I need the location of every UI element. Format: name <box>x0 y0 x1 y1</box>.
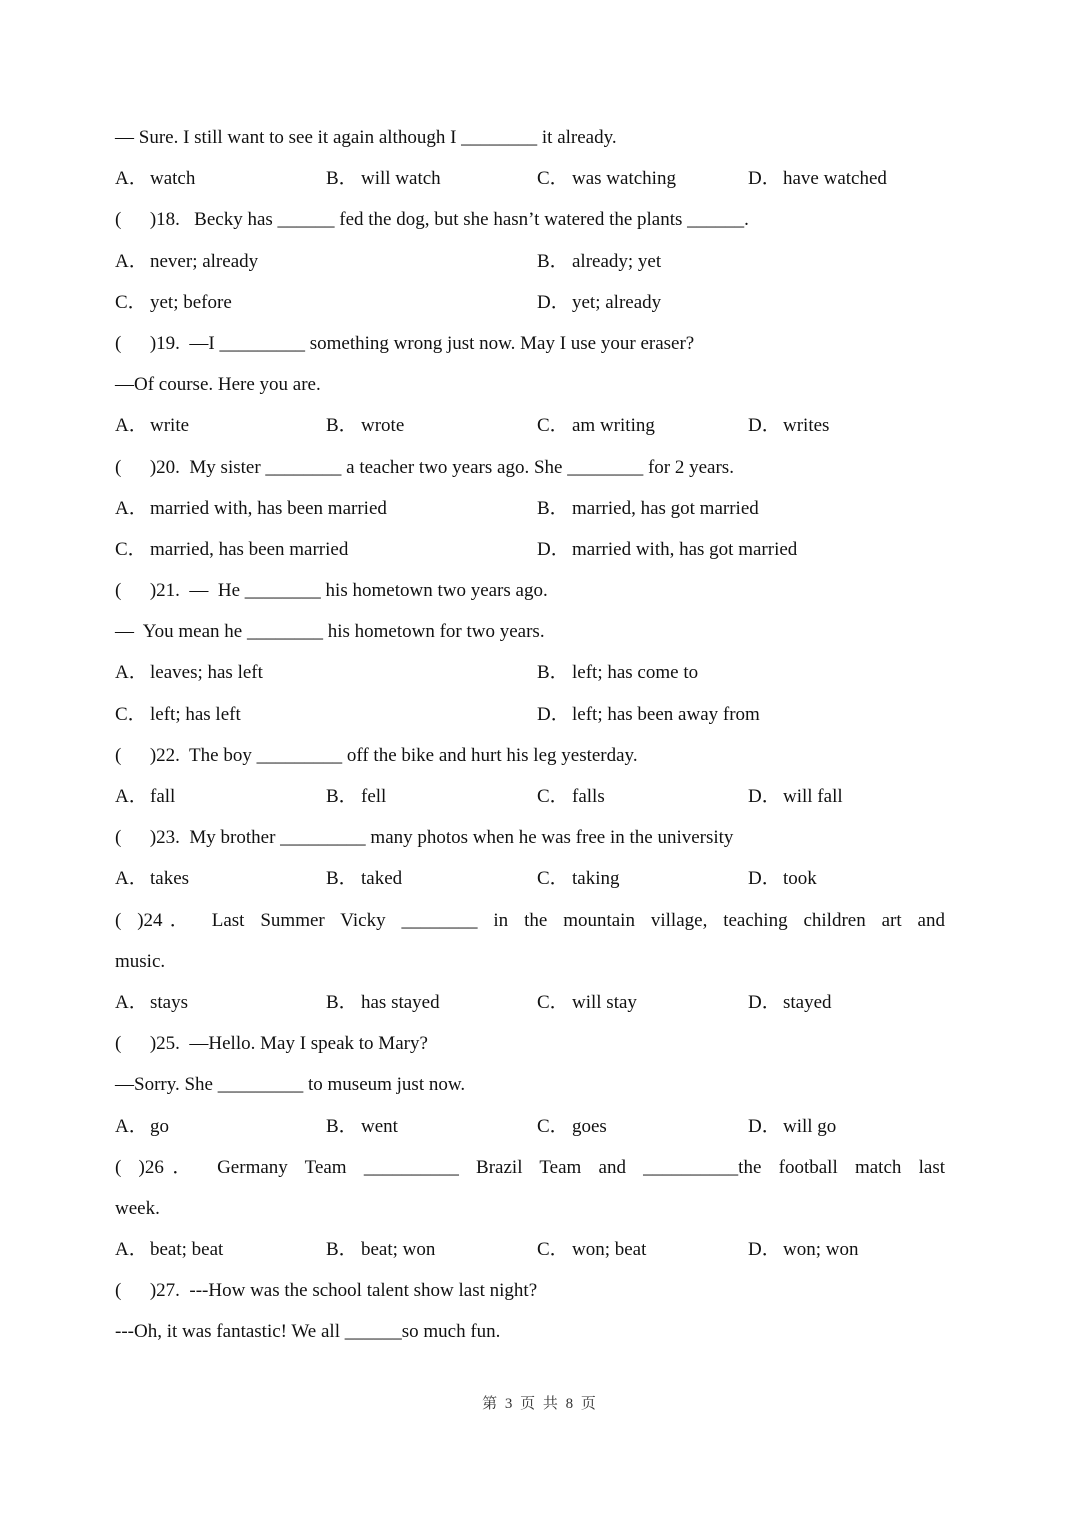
option-letter: A． <box>115 497 148 519</box>
question-line: ( )21. — He ________ his hometown two years ago. <box>115 580 548 602</box>
options-row <box>115 652 945 693</box>
option <box>537 158 748 199</box>
option-letter: B． <box>537 662 569 684</box>
option-letter: B． <box>326 868 358 890</box>
option-text: won; beat <box>572 1239 647 1261</box>
option <box>115 776 326 817</box>
option-letter: C． <box>115 291 147 313</box>
option-letter: A． <box>115 662 148 684</box>
option-text: left; has been away from <box>572 703 760 725</box>
option <box>537 776 748 817</box>
option-letter: B． <box>326 786 358 807</box>
option-letter: A． <box>115 1115 148 1137</box>
option-text: has stayed <box>361 991 440 1013</box>
option-text: will watch <box>361 168 441 190</box>
option <box>537 652 959 693</box>
option-text: married, has got married <box>572 497 759 519</box>
option-text: already; yet <box>572 250 662 272</box>
option-letter: A． <box>115 1239 148 1261</box>
option <box>115 405 326 446</box>
option-text: never; already <box>150 250 259 272</box>
option-text: left; has left <box>150 703 241 725</box>
option-text: go <box>150 1115 169 1137</box>
option-text: went <box>361 1115 398 1137</box>
option <box>326 982 537 1023</box>
question-line: ( )25. —Hello. May I speak to Mary? <box>115 1033 428 1055</box>
question-line: ( )26． Germany Team __________ Brazil Team and __________the football match last <box>115 1156 945 1178</box>
option <box>748 982 959 1023</box>
option-letter: A． <box>115 415 148 437</box>
option-text: will stay <box>572 991 637 1013</box>
question-line: ( )19. —I _________ something wrong just now. May I use your eraser? <box>115 332 695 354</box>
option-letter: C． <box>537 868 569 890</box>
option-text: married with, has been married <box>150 497 387 519</box>
option <box>537 529 959 570</box>
option-letter: C． <box>115 538 147 560</box>
option-text: was watching <box>572 168 676 190</box>
options-row <box>115 858 945 899</box>
option-text: stays <box>150 991 188 1013</box>
option <box>537 282 959 323</box>
option <box>748 858 959 899</box>
option-text: stayed <box>783 991 832 1013</box>
option-letter: D． <box>748 868 781 890</box>
options-row <box>115 241 945 282</box>
option-text: won; won <box>783 1239 859 1261</box>
question-list <box>115 117 945 1353</box>
option-text: write <box>150 415 190 437</box>
option-text: wrote <box>361 415 405 437</box>
option <box>537 858 748 899</box>
option-text: taked <box>361 868 403 890</box>
option-letter: B． <box>537 497 569 519</box>
option-text: goes <box>572 1115 607 1137</box>
option <box>326 1106 537 1147</box>
option-letter: A． <box>115 991 148 1013</box>
options-row <box>115 1106 945 1147</box>
question-line: ( )22. The boy _________ off the bike and hurt his leg yesterday. <box>115 744 638 766</box>
question-line: ( )20. My sister ________ a teacher two years ago. She ________ for 2 years. <box>115 456 734 478</box>
option-text: yet; before <box>150 291 232 313</box>
option-letter: D． <box>748 991 781 1013</box>
option-text: falls <box>572 786 605 807</box>
option-letter: D． <box>748 415 781 437</box>
option <box>537 405 748 446</box>
option-letter: D． <box>537 703 570 725</box>
option-letter: D． <box>748 1239 781 1261</box>
option-letter: D． <box>748 786 781 807</box>
option-text: took <box>783 868 817 890</box>
option <box>748 405 959 446</box>
question-line: ( )24． Last Summer Vicky ________ in the mountain village, teaching children art and <box>115 909 945 931</box>
option-text: married, has been married <box>150 538 349 560</box>
option-letter: C． <box>537 786 569 807</box>
question-line: ( )18. Becky has ______ fed the dog, but she hasn’t watered the plants ______. <box>115 209 749 231</box>
option-letter: B． <box>326 1115 358 1137</box>
page-footer: 第 3 页 共 8 页 <box>482 1396 598 1412</box>
option <box>115 858 326 899</box>
option-letter: C． <box>115 703 147 725</box>
option-text: am writing <box>572 415 655 437</box>
option <box>748 158 959 199</box>
question-line: —Of course. Here you are. <box>115 374 321 396</box>
option <box>748 776 959 817</box>
options-row <box>115 282 945 323</box>
option-letter: A． <box>115 786 148 807</box>
option-letter: C． <box>537 168 569 190</box>
option-letter: B． <box>537 250 569 272</box>
option-letter: D． <box>748 1115 781 1137</box>
option <box>748 1106 959 1147</box>
option <box>537 694 959 735</box>
question-line: music. <box>115 950 166 972</box>
options-row <box>115 694 945 735</box>
option-text: writes <box>783 415 830 437</box>
option <box>115 694 537 735</box>
options-row <box>115 982 945 1023</box>
option <box>115 529 537 570</box>
option <box>537 488 959 529</box>
options-row <box>115 529 945 570</box>
option <box>115 158 326 199</box>
option <box>115 982 326 1023</box>
option <box>326 1229 537 1270</box>
option <box>326 405 537 446</box>
option <box>115 241 537 282</box>
option <box>326 858 537 899</box>
option <box>115 1106 326 1147</box>
option <box>115 488 537 529</box>
option-letter: C． <box>537 991 569 1013</box>
options-row <box>115 1229 945 1270</box>
option-letter: B． <box>326 1239 358 1261</box>
option-letter: A． <box>115 250 148 272</box>
question-line: — You mean he ________ his hometown for two years. <box>115 621 545 643</box>
option-text: married with, has got married <box>572 538 798 560</box>
option-text: will fall <box>783 786 843 807</box>
question-line: ( )27. ---How was the school talent show last night? <box>115 1280 538 1302</box>
option <box>537 982 748 1023</box>
option-text: will go <box>783 1115 837 1137</box>
option-letter: D． <box>537 538 570 560</box>
option-text: left; has come to <box>572 662 699 684</box>
option <box>537 241 959 282</box>
option <box>115 282 537 323</box>
option-letter: C． <box>537 1115 569 1137</box>
option-letter: C． <box>537 1239 569 1261</box>
question-line: ( )23. My brother _________ many photos when he was free in the university <box>115 827 734 849</box>
question-line: — Sure. I still want to see it again although I ________ it already. <box>115 127 617 148</box>
option-letter: B． <box>326 415 358 437</box>
option-text: beat; won <box>361 1239 436 1261</box>
option <box>326 158 537 199</box>
options-row <box>115 776 945 817</box>
option-letter: A． <box>115 168 148 190</box>
option-text: leaves; has left <box>150 662 263 684</box>
option <box>748 1229 959 1270</box>
option-letter: B． <box>326 168 358 190</box>
question-line: ---Oh, it was fantastic! We all ______so much fun. <box>115 1321 501 1343</box>
option-text: yet; already <box>572 291 662 313</box>
option <box>537 1106 748 1147</box>
option-letter: A． <box>115 868 148 890</box>
option-text: watch <box>150 168 196 190</box>
option <box>115 652 537 693</box>
option <box>537 1229 748 1270</box>
option-text: fell <box>361 786 387 807</box>
options-row <box>115 158 945 199</box>
options-row <box>115 405 945 446</box>
option-text: beat; beat <box>150 1239 224 1261</box>
option-letter: C． <box>537 415 569 437</box>
option-text: fall <box>150 786 176 807</box>
option-text: taking <box>572 868 620 890</box>
option-letter: B． <box>326 991 358 1013</box>
option-text: takes <box>150 868 190 890</box>
option-text: have watched <box>783 168 887 190</box>
question-line: week. <box>115 1197 160 1219</box>
option <box>326 776 537 817</box>
options-row <box>115 488 945 529</box>
option-letter: D． <box>537 291 570 313</box>
option-letter: D． <box>748 168 781 190</box>
question-line: —Sorry. She _________ to museum just now. <box>115 1074 466 1096</box>
option <box>115 1229 326 1270</box>
